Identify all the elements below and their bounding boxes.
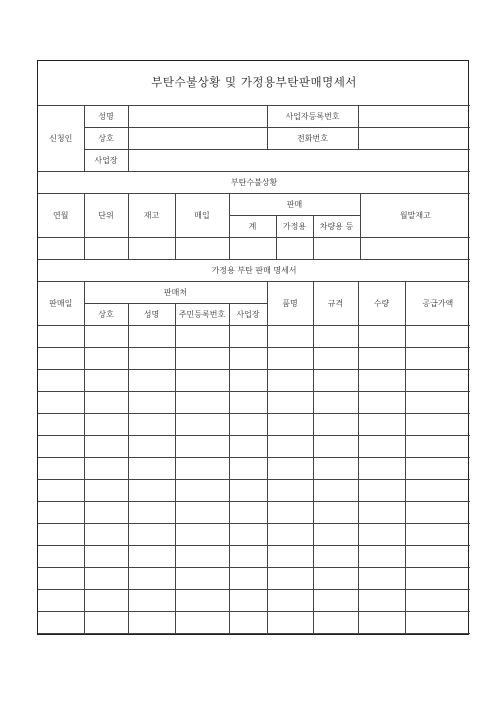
sales-cell[interactable] [128,414,175,436]
sales-cell[interactable] [405,612,470,634]
sales-cell[interactable] [84,414,128,436]
sales-cell[interactable] [38,414,84,436]
sales-cell[interactable] [267,414,313,436]
sales-cell[interactable] [175,370,229,392]
sales-cell[interactable] [313,414,358,436]
sales-cell[interactable] [358,414,405,436]
sales-rows-table [38,326,470,634]
sales-cell[interactable] [313,502,358,524]
sales-cell[interactable] [405,502,470,524]
sales-cell[interactable] [38,502,84,524]
col-sales: 판매 [229,194,360,216]
business-reg-label: 사업자등록번호 [267,106,358,128]
sales-cell[interactable] [38,370,84,392]
sales-cell[interactable] [229,590,267,612]
sales-cell[interactable] [175,502,229,524]
sales-cell[interactable] [229,436,267,458]
sales-cell[interactable] [313,524,358,546]
sales-cell[interactable] [405,326,470,348]
company-label: 상호 [84,128,128,150]
col-qty: 수량 [358,282,405,326]
sales-cell[interactable] [405,546,470,568]
col-month: 연월 [38,194,84,238]
sales-cell[interactable] [358,502,405,524]
sales-cell[interactable] [84,502,128,524]
sales-cell[interactable] [267,480,313,502]
sales-cell[interactable] [128,480,175,502]
col-buyer-id: 주민등록번호 [175,304,229,326]
sales-cell[interactable] [38,612,84,634]
sales-cell[interactable] [267,326,313,348]
form-container [37,60,469,635]
col-unit: 단위 [84,194,128,238]
sales-cell[interactable] [229,458,267,480]
sales-cell[interactable] [84,568,128,590]
supply-cell[interactable] [360,238,470,260]
supply-cell[interactable] [229,238,276,260]
sales-cell[interactable] [358,392,405,414]
col-sales-household: 가정용 [276,216,313,238]
sales-cell[interactable] [405,370,470,392]
sales-cell[interactable] [405,590,470,612]
sales-cell[interactable] [405,480,470,502]
sales-cell[interactable] [175,568,229,590]
sales-cell[interactable] [313,370,358,392]
col-sale-date: 판매일 [38,282,84,326]
sales-cell[interactable] [358,436,405,458]
supply-cell[interactable] [128,238,175,260]
sales-cell[interactable] [358,524,405,546]
sales-cell[interactable] [38,458,84,480]
sales-cell[interactable] [38,480,84,502]
supply-cell[interactable] [276,238,313,260]
sales-cell[interactable] [358,458,405,480]
sales-cell[interactable] [313,458,358,480]
sales-cell[interactable] [38,524,84,546]
sales-cell[interactable] [128,326,175,348]
sales-cell[interactable] [38,590,84,612]
col-purchase: 매입 [175,194,229,238]
col-buyer-workplace: 사업장 [229,304,267,326]
sales-cell[interactable] [267,568,313,590]
sales-cell[interactable] [84,458,128,480]
name-label: 성명 [84,106,128,128]
sales-cell[interactable] [128,524,175,546]
sales-cell[interactable] [358,370,405,392]
sales-cell[interactable] [267,392,313,414]
sales-cell[interactable] [229,348,267,370]
sales-cell[interactable] [358,546,405,568]
sales-cell[interactable] [128,502,175,524]
sales-cell[interactable] [313,590,358,612]
col-buyer-company: 상호 [84,304,128,326]
sales-cell[interactable] [405,392,470,414]
sales-cell[interactable] [313,348,358,370]
sales-cell[interactable] [313,326,358,348]
sales-cell[interactable] [175,392,229,414]
sales-cell[interactable] [267,524,313,546]
col-buyer: 판매처 [84,282,267,304]
sales-cell[interactable] [84,612,128,634]
sales-cell[interactable] [313,612,358,634]
page-title: 부탄수불상황 및 가정용부탄판매명세서 [38,61,470,106]
sales-detail-heading: 가정용 부탄 판매 명세서 [38,260,470,282]
phone-field[interactable] [358,128,470,150]
col-sales-total: 계 [229,216,276,238]
sales-cell[interactable] [358,568,405,590]
workplace-label: 사업장 [84,150,128,172]
sales-cell[interactable] [128,436,175,458]
sales-cell[interactable] [175,612,229,634]
sales-cell[interactable] [229,480,267,502]
sales-cell[interactable] [38,326,84,348]
supply-cell[interactable] [84,238,128,260]
sales-cell[interactable] [84,524,128,546]
sales-cell[interactable] [267,590,313,612]
sales-cell[interactable] [405,436,470,458]
sales-cell[interactable] [128,392,175,414]
sales-cell[interactable] [128,370,175,392]
supply-cell[interactable] [38,238,84,260]
supply-cell[interactable] [313,238,360,260]
col-buyer-name: 성명 [128,304,175,326]
sales-cell[interactable] [358,480,405,502]
sales-cell[interactable] [313,392,358,414]
phone-label: 전화번호 [267,128,358,150]
sales-cell[interactable] [175,348,229,370]
sales-cell[interactable] [84,436,128,458]
sales-cell[interactable] [358,612,405,634]
sales-cell[interactable] [313,546,358,568]
sales-cell[interactable] [128,590,175,612]
sales-cell[interactable] [358,590,405,612]
sales-cell[interactable] [84,392,128,414]
form-table [38,61,470,326]
sales-cell[interactable] [84,326,128,348]
sales-cell[interactable] [229,326,267,348]
sales-cell[interactable] [175,590,229,612]
sales-cell[interactable] [84,370,128,392]
sales-cell[interactable] [229,568,267,590]
sales-cell[interactable] [313,480,358,502]
col-stock: 재고 [128,194,175,238]
sales-cell[interactable] [267,612,313,634]
sales-cell[interactable] [128,348,175,370]
sales-cell[interactable] [267,436,313,458]
sales-cell[interactable] [405,458,470,480]
col-item: 품명 [267,282,313,326]
sales-cell[interactable] [84,348,128,370]
col-month-end-stock: 월말재고 [360,194,470,238]
sales-cell[interactable] [358,326,405,348]
sales-cell[interactable] [38,392,84,414]
sales-cell[interactable] [229,414,267,436]
sales-cell[interactable] [313,568,358,590]
sales-cell[interactable] [313,436,358,458]
col-supply-value: 공급가액 [405,282,470,326]
col-spec: 규격 [313,282,358,326]
sales-cell[interactable] [229,524,267,546]
sales-cell[interactable] [128,612,175,634]
sales-cell[interactable] [175,480,229,502]
sales-cell[interactable] [84,590,128,612]
sales-cell[interactable] [267,546,313,568]
sales-cell[interactable] [128,458,175,480]
sales-cell[interactable] [405,524,470,546]
sales-cell[interactable] [267,458,313,480]
sales-cell[interactable] [38,568,84,590]
name-field[interactable] [128,106,267,128]
sales-cell[interactable] [229,612,267,634]
supply-status-heading: 부탄수불상황 [38,172,470,194]
sales-cell[interactable] [405,348,470,370]
sales-cell[interactable] [38,348,84,370]
sales-cell[interactable] [405,414,470,436]
col-sales-vehicle: 차량용 등 [313,216,360,238]
sales-cell[interactable] [175,436,229,458]
sales-cell[interactable] [229,546,267,568]
sales-cell[interactable] [229,370,267,392]
applicant-section-label: 신청인 [38,106,84,172]
sales-cell[interactable] [128,568,175,590]
sales-cell[interactable] [229,502,267,524]
sales-cell[interactable] [38,436,84,458]
sales-cell[interactable] [84,546,128,568]
supply-cell[interactable] [175,238,229,260]
sales-cell[interactable] [267,502,313,524]
sales-cell[interactable] [175,524,229,546]
sales-cell[interactable] [175,458,229,480]
sales-cell[interactable] [175,546,229,568]
sales-cell[interactable] [267,348,313,370]
workplace-field[interactable] [128,150,470,172]
business-reg-field[interactable] [358,106,470,128]
sales-cell[interactable] [38,546,84,568]
sales-cell[interactable] [229,392,267,414]
sales-cell[interactable] [267,370,313,392]
sales-cell[interactable] [405,568,470,590]
company-field[interactable] [128,128,267,150]
sales-cell[interactable] [175,414,229,436]
sales-cell[interactable] [128,546,175,568]
sales-cell[interactable] [84,480,128,502]
sales-cell[interactable] [358,348,405,370]
sales-cell[interactable] [175,326,229,348]
